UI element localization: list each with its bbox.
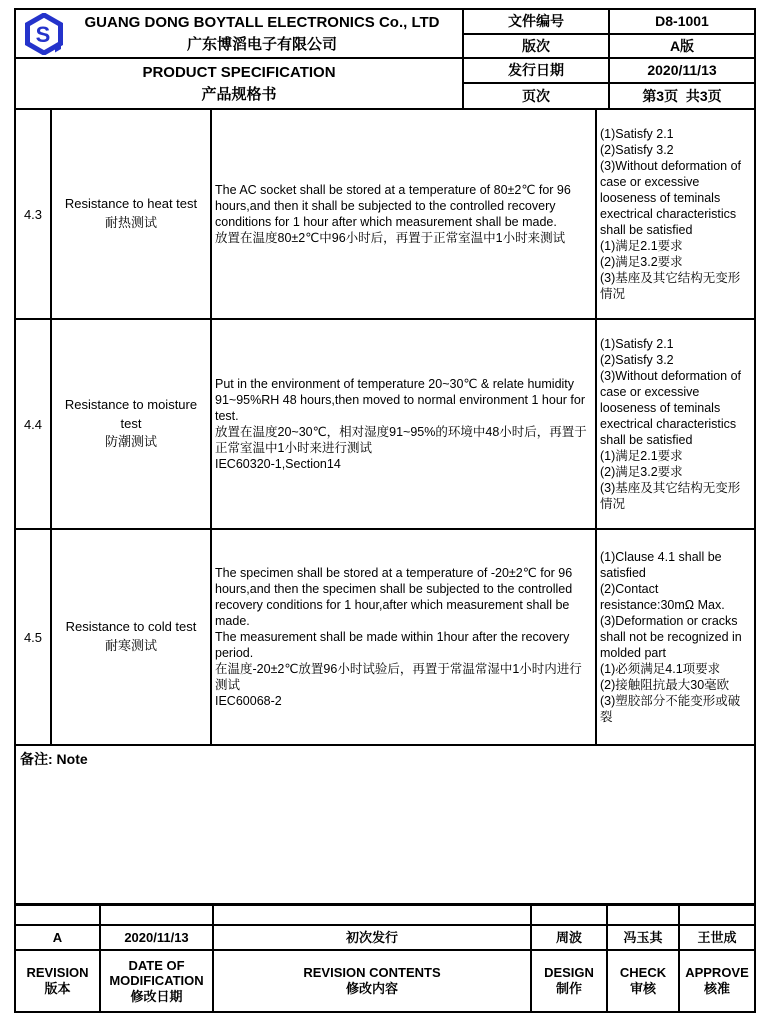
revision-entry-approve: 王世成: [680, 926, 754, 951]
revision-empty-cell: [680, 906, 754, 926]
test-criteria-line: (3)基座及其它结构无变形情况: [600, 481, 741, 511]
col-header-cn: 修改日期: [130, 988, 183, 1004]
test-name-en: Resistance to heat test: [64, 196, 198, 212]
revision-col-header: [680, 951, 754, 1011]
revision-col-header: [532, 951, 608, 1011]
col-header-cn: 审核: [629, 981, 656, 996]
test-description: [212, 530, 597, 744]
test-criteria-line: (2)Satisfy 3.2: [600, 353, 674, 367]
page-number-label: 页次: [464, 84, 610, 109]
test-id: 4.5: [16, 530, 52, 744]
svg-text:S: S: [35, 21, 51, 47]
revision-entry-date: 2020/11/13: [101, 926, 214, 951]
issue-date-value: 2020/11/13: [610, 59, 754, 84]
col-header-cn: 修改内容: [345, 981, 398, 996]
document-header: [16, 10, 754, 110]
note-label: 备注: Note: [20, 751, 88, 767]
revision-entry-rev: A: [16, 926, 101, 951]
revision-empty-cell: [214, 906, 532, 926]
document-title-cn: 产品规格书: [201, 85, 277, 103]
test-name-cn: 防潮测试: [104, 434, 157, 450]
doc-number-label: 文件编号: [464, 10, 610, 35]
table-row-heat-test: [16, 110, 754, 320]
test-description: [212, 320, 597, 528]
test-criteria-line: (2)Satisfy 3.2: [600, 143, 674, 157]
page-number-value: 第3页 共3页: [642, 87, 722, 104]
test-description-line: The specimen shall be stored at a temperature of -20±2℃ for 96 hours,and then the specimen shall be subjected to the controlled recovery conditions for 1 hour,after which measurement shall be made.: [215, 566, 573, 628]
test-description-line: The measurement shall be made within 1hour after the recovery period.: [215, 630, 570, 660]
test-criteria-line: (3)Without deformation of case or excessive looseness of teminals exectrical characteristics shall be satisfied: [600, 369, 742, 447]
revision-label: 版次: [464, 35, 610, 60]
revision-entry-design: 周波: [532, 926, 608, 951]
test-criteria-line: (2)Contact resistance:30mΩ Max.: [600, 582, 725, 612]
company-name: [68, 14, 456, 54]
test-criteria-line: (2)接触阻抗最大30毫欧: [600, 678, 730, 692]
col-header-en: CHECK: [619, 965, 667, 981]
revision-empty-cell: [101, 906, 214, 926]
test-criteria-line: (1)满足2.1要求: [600, 449, 683, 463]
col-header-cn: 制作: [555, 981, 582, 996]
test-name: [52, 110, 212, 318]
test-criteria-line: (1)满足2.1要求: [600, 239, 683, 253]
company-header-cell: [16, 10, 464, 59]
col-header-en: DATE OF MODIFICATION: [109, 957, 204, 989]
test-description: [212, 110, 597, 318]
test-description-line: IEC60320-1,Section14: [215, 457, 341, 471]
test-criteria-line: (1)Satisfy 2.1: [600, 337, 674, 351]
test-criteria-line: (3)基座及其它结构无变形情况: [600, 271, 741, 301]
issue-date-label: 发行日期: [464, 59, 610, 84]
document-title-cell: [16, 59, 464, 108]
test-name-en: Resistance to cold test: [65, 619, 197, 635]
test-criteria-line: (1)Satisfy 2.1: [600, 127, 674, 141]
test-criteria-line: (3)Deformation or cracks shall not be recognized in molded part: [600, 614, 742, 660]
revision-col-header: [608, 951, 680, 1011]
test-name: [52, 320, 212, 528]
col-header-en: DESIGN: [544, 965, 594, 981]
test-name: [52, 530, 212, 744]
test-description-line: 在温度-20±2℃放置96小时试验后，再置于常温常湿中1小时内进行测试: [215, 662, 582, 692]
test-name-cn: 耐热测试: [104, 215, 157, 230]
test-description-line: 放置在温度20~30℃，相对湿度91~95%的环境中48小时后，再置于正常室温中1小时来进行测试: [215, 425, 587, 455]
col-header-en: REVISION: [26, 965, 89, 981]
test-id: 4.3: [16, 110, 52, 318]
company-name-cn: 广东博滔电子有限公司: [186, 35, 337, 53]
test-description-line: 放置在温度80±2℃中96小时后，再置于正常室温中1小时来测试: [215, 231, 566, 245]
revision-table: [16, 906, 754, 1011]
document-title-en: PRODUCT SPECIFICATION: [142, 63, 336, 81]
test-criteria: [597, 530, 754, 744]
col-header-en: APPROVE: [685, 965, 749, 981]
revision-col-header: [101, 951, 214, 1011]
test-criteria-line: (3)塑胶部分不能变形或破裂: [600, 694, 741, 724]
test-name-cn: 耐寒测试: [104, 638, 157, 653]
company-name-en: GUANG DONG BOYTALL ELECTRONICS Co., LTD: [84, 13, 440, 31]
test-criteria: [597, 320, 754, 528]
test-criteria-line: (2)满足3.2要求: [600, 255, 683, 269]
doc-number-value: D8-1001: [610, 10, 754, 35]
col-header-en: REVISION CONTENTS: [303, 965, 441, 981]
table-row-cold-test: [16, 530, 754, 746]
test-criteria-line: (2)满足3.2要求: [600, 465, 683, 479]
revision-empty-cell: [16, 906, 101, 926]
test-criteria: [597, 110, 754, 318]
table-row-moisture-test: [16, 320, 754, 530]
test-criteria-line: (3)Without deformation of case or excessive looseness of teminals exectrical characteristics shall be satisfied: [600, 159, 742, 237]
test-description-line: The AC socket shall be stored at a temperature of 80±2℃ for 96 hours,and then it shall be subjected to the controlled recovery conditions for 1 hour after which measurement shall be made.: [215, 183, 571, 229]
col-header-cn: 版本: [44, 981, 71, 996]
revision-col-header: [16, 951, 101, 1011]
test-criteria-line: (1)必须满足4.1项要求: [600, 662, 721, 676]
test-description-line: Put in the environment of temperature 20~30℃ & relate humidity 91~95%RH 48 hours,then moved to normal environment 1 hour for test.: [215, 377, 586, 423]
test-id: 4.4: [16, 320, 52, 528]
test-name-en: Resistance to moisture test: [64, 396, 198, 431]
col-header-cn: 核准: [703, 981, 730, 996]
revision-value: A版: [610, 35, 754, 60]
revision-empty-cell: [532, 906, 608, 926]
company-logo-icon: [22, 13, 68, 55]
revision-entry-check: 冯玉其: [608, 926, 680, 951]
test-criteria-line: (1)Clause 4.1 shall be satisfied: [600, 550, 722, 580]
revision-col-header: [214, 951, 532, 1011]
note-section: [16, 746, 754, 906]
spec-document: [14, 8, 756, 1013]
revision-empty-cell: [608, 906, 680, 926]
revision-entry-contents: 初次发行: [214, 926, 532, 951]
test-description-line: IEC60068-2: [215, 694, 282, 708]
